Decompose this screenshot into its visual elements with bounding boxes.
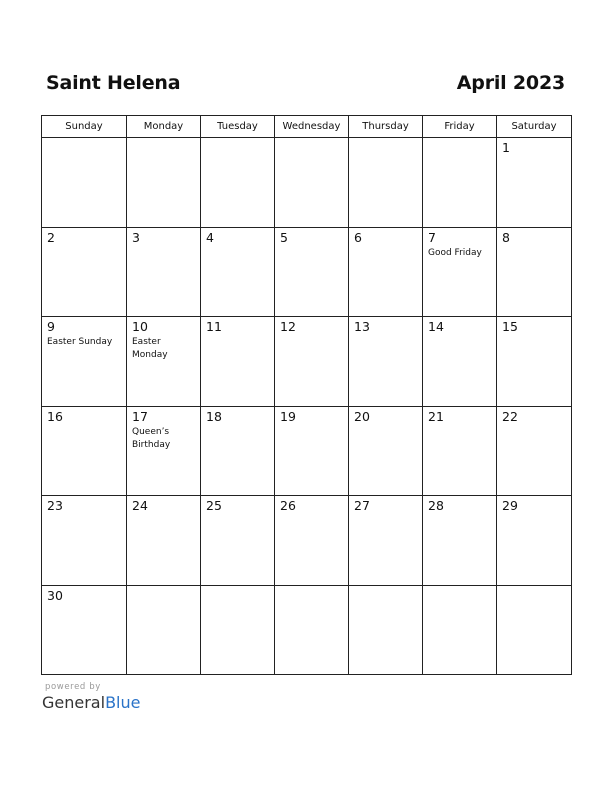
day-number: 29 (502, 498, 518, 513)
day-cell (275, 317, 349, 407)
day-number: 18 (206, 408, 222, 424)
day-number: 30 (47, 587, 63, 603)
day-number: 8 (502, 229, 510, 245)
generalblue-logo[interactable] (42, 693, 140, 712)
day-number: 26 (280, 498, 296, 513)
day-number: 11 (206, 319, 222, 334)
brand-blue-text: Blue (105, 693, 141, 712)
day-number: 7 (428, 229, 436, 245)
day-number: 27 (354, 498, 370, 513)
day-cell (201, 317, 275, 407)
day-cell (275, 406, 349, 496)
empty-day-cell (201, 585, 275, 675)
day-number: 19 (280, 408, 296, 424)
holiday-label: Easter Monday (132, 337, 168, 360)
day-cell (127, 227, 201, 317)
week-row (42, 406, 572, 496)
empty-day-cell (42, 138, 127, 228)
day-cell (127, 317, 201, 407)
empty-day-cell (423, 585, 497, 675)
week-row (42, 496, 572, 586)
day-cell (42, 317, 127, 407)
region-title: Saint Helena (46, 72, 181, 94)
powered-by-label: powered by (45, 682, 101, 692)
day-cell (42, 496, 127, 586)
day-cell (349, 317, 423, 407)
empty-day-cell (497, 585, 572, 675)
week-row (42, 585, 572, 675)
day-number: 15 (502, 319, 518, 334)
day-cell (423, 496, 497, 586)
holiday-label: Easter Sunday (47, 337, 113, 347)
day-number: 17 (132, 408, 148, 424)
day-number: 23 (47, 498, 63, 513)
empty-day-cell (349, 138, 423, 228)
day-number: 12 (280, 319, 296, 334)
day-cell (42, 585, 127, 675)
empty-day-cell (349, 585, 423, 675)
day-number: 1 (502, 140, 510, 155)
brand-general-text: General (42, 693, 106, 712)
day-cell (497, 406, 572, 496)
empty-day-cell (127, 138, 201, 228)
day-cell (127, 406, 201, 496)
day-cell (201, 406, 275, 496)
week-row (42, 317, 572, 407)
day-cell (423, 227, 497, 317)
weekday-wednesday: Wednesday (275, 116, 349, 138)
day-number: 14 (428, 319, 444, 334)
month-year-title: April 2023 (456, 72, 565, 94)
day-cell (42, 406, 127, 496)
day-number: 13 (354, 319, 370, 334)
empty-day-cell (423, 138, 497, 228)
week-row (42, 227, 572, 317)
day-number: 9 (47, 319, 55, 334)
day-number: 2 (47, 229, 55, 245)
day-number: 20 (354, 408, 370, 424)
empty-day-cell (275, 138, 349, 228)
weekday-header-row (42, 116, 572, 138)
day-cell (42, 227, 127, 317)
day-cell (497, 138, 572, 228)
day-number: 16 (47, 408, 63, 424)
day-cell (497, 317, 572, 407)
weekday-thursday: Thursday (349, 116, 423, 138)
day-number: 5 (280, 229, 288, 245)
day-number: 21 (428, 408, 444, 424)
empty-day-cell (127, 585, 201, 675)
day-number: 24 (132, 498, 148, 513)
empty-day-cell (201, 138, 275, 228)
empty-day-cell (275, 585, 349, 675)
day-cell (349, 227, 423, 317)
holiday-label: Good Friday (428, 247, 482, 258)
holiday-label: Queen’s Birthday (132, 426, 171, 450)
day-cell (423, 406, 497, 496)
day-number: 22 (502, 408, 518, 424)
day-cell (275, 496, 349, 586)
calendar-grid (41, 115, 572, 675)
weekday-monday: Monday (127, 116, 201, 138)
day-number: 6 (354, 229, 362, 245)
weekday-friday: Friday (423, 116, 497, 138)
day-cell (349, 496, 423, 586)
weekday-tuesday: Tuesday (201, 116, 275, 138)
weekday-sunday: Sunday (42, 116, 127, 138)
weekday-saturday: Saturday (497, 116, 572, 138)
week-row (42, 138, 572, 228)
day-number: 10 (132, 319, 148, 334)
day-cell (127, 496, 201, 586)
day-number: 3 (132, 229, 140, 245)
day-cell (423, 317, 497, 407)
day-number: 28 (428, 498, 444, 513)
day-number: 25 (206, 498, 222, 513)
day-cell (349, 406, 423, 496)
day-cell (497, 227, 572, 317)
day-cell (275, 227, 349, 317)
day-cell (497, 496, 572, 586)
day-number: 4 (206, 229, 214, 245)
day-cell (201, 227, 275, 317)
day-cell (201, 496, 275, 586)
